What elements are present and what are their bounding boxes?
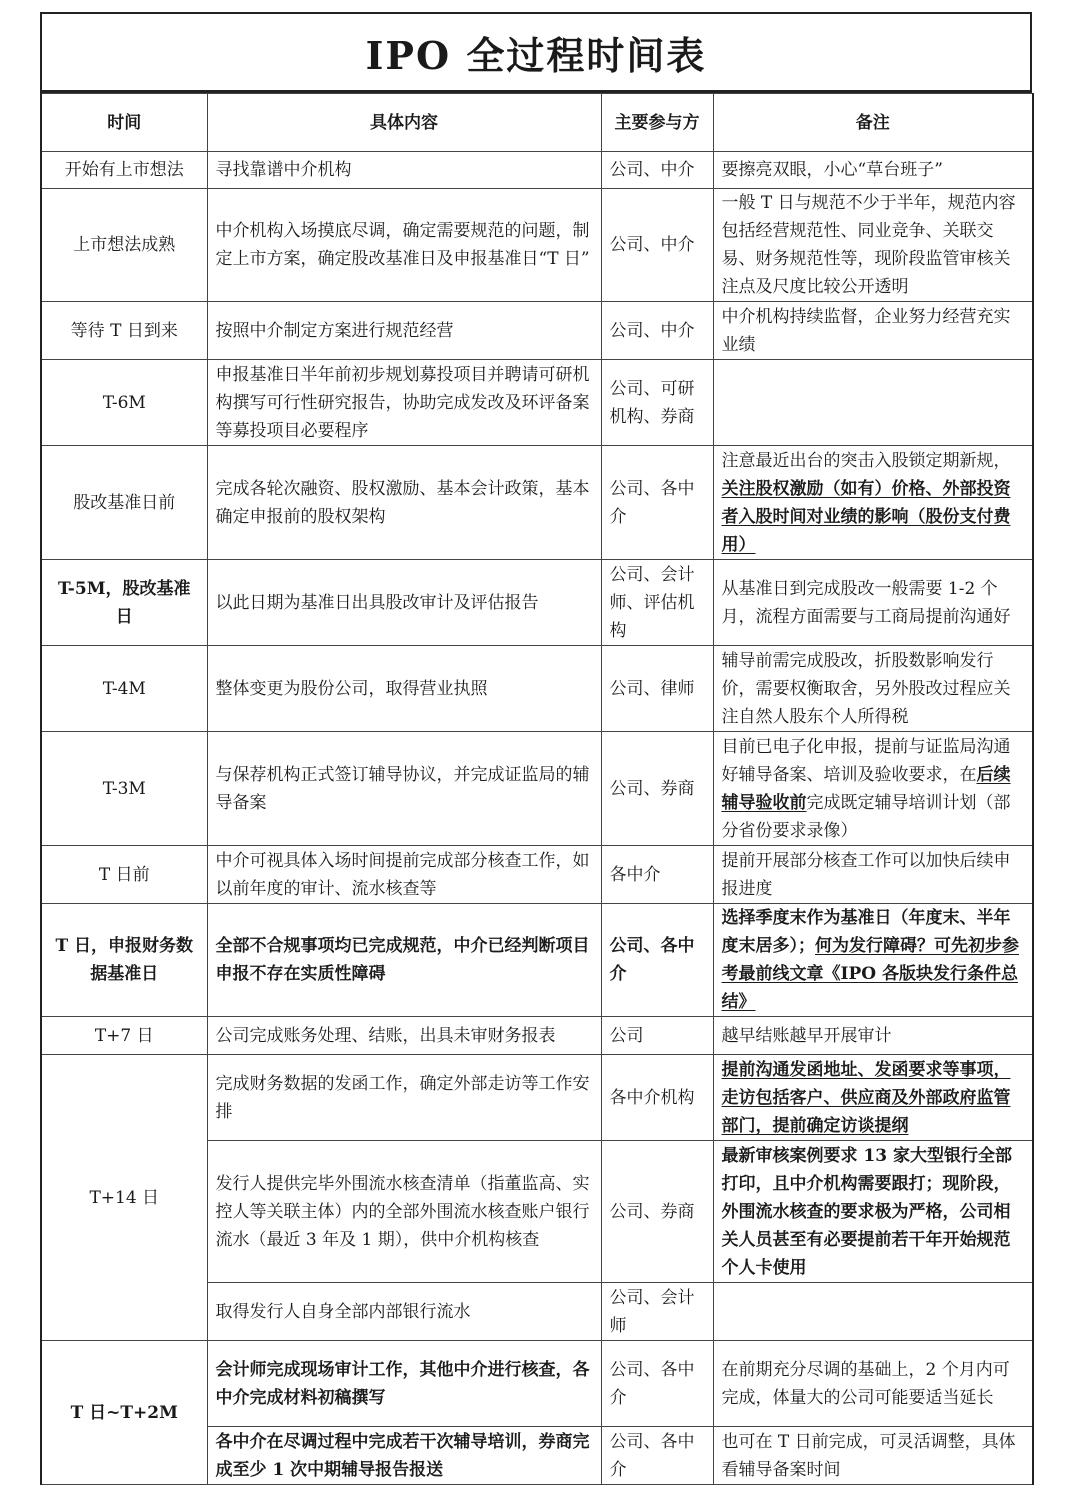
time-cell: T+7 日: [41, 1017, 207, 1055]
parties-cell: 公司: [601, 1017, 713, 1055]
notes-cell: 也可在 T 日前完成，可灵活调整，具体看辅导备案时间: [713, 1427, 1033, 1485]
parties-cell: 各中介: [601, 846, 713, 904]
notes-cell: 提前沟通发函地址、发函要求等事项，走访包括客户、供应商及外部政府监管部门，提前确定访谈提纲: [713, 1055, 1033, 1141]
time-cell: T+14 日: [41, 1055, 207, 1341]
content-cell: 全部不合规事项均已完成规范，中介已经判断项目申报不存在实质性障碍: [207, 904, 601, 1017]
document-sheet: [40, 12, 1032, 1485]
time-cell: T 日~T+2M: [41, 1341, 207, 1485]
table-row: [41, 360, 1033, 446]
notes-cell: 越早结账越早开展审计: [713, 1017, 1033, 1055]
time-cell: 开始有上市想法: [41, 152, 207, 189]
table-row: [41, 1055, 1033, 1141]
header-notes: 备注: [713, 94, 1033, 152]
parties-cell: 公司、券商: [601, 732, 713, 846]
time-cell: T-6M: [41, 360, 207, 446]
table-header-row: [41, 94, 1033, 152]
notes-cell: [713, 360, 1033, 446]
table-row: [41, 904, 1033, 1017]
content-cell: 发行人提供完毕外围流水核查清单（指董监高、实控人等关联主体）内的全部外围流水核查账户银行流水（最近 3 年及 1 期），供中介机构核查: [207, 1141, 601, 1283]
notes-cell: [713, 732, 1033, 846]
content-cell: 中介机构入场摸底尽调，确定需要规范的问题，制定上市方案，确定股改基准日及申报基准日“T 日”: [207, 189, 601, 302]
table-row: [41, 846, 1033, 904]
content-cell: 寻找靠谱中介机构: [207, 152, 601, 189]
content-cell: 以此日期为基准日出具股改审计及评估报告: [207, 560, 601, 646]
parties-cell: 公司、会计师: [601, 1283, 713, 1341]
notes-cell: 提前开展部分核查工作可以加快后续申报进度: [713, 846, 1033, 904]
content-cell: 完成各轮次融资、股权激励、基本会计政策，基本确定申报前的股权架构: [207, 446, 601, 560]
parties-cell: 公司、券商: [601, 1141, 713, 1283]
notes-emphasis: 何为发行障碍？可先初步参考最前线文章《IPO 各版块发行条件总结》: [721, 936, 1019, 1012]
parties-cell: 公司、中介: [601, 189, 713, 302]
content-cell: 完成财务数据的发函工作，确定外部走访等工作安排: [207, 1055, 601, 1141]
header-time: 时间: [41, 94, 207, 152]
notes-text: 选择季度末作为基准日（年度末、半年度末居多）；: [721, 908, 1011, 956]
content-cell: 申报基准日半年前初步规划募投项目并聘请可研机构撰写可行性研究报告，协助完成发改及环评备案等募投项目必要程序: [207, 360, 601, 446]
table-row: [41, 152, 1033, 189]
table-row: [41, 646, 1033, 732]
notes-text: 注意最近出台的突击入股锁定期新规，: [721, 450, 1011, 471]
content-cell: 取得发行人自身全部内部银行流水: [207, 1283, 601, 1341]
parties-cell: 公司、各中介: [601, 1427, 713, 1485]
notes-cell: 在前期充分尽调的基础上，2 个月内可完成，体量大的公司可能要适当延长: [713, 1341, 1033, 1427]
time-cell: T-4M: [41, 646, 207, 732]
notes-text: 完成既定辅导培训计划（部分省份要求录像）: [721, 792, 1011, 841]
notes-emphasis: 后续辅导验收前: [721, 764, 1011, 813]
content-cell: 各中介在尽调过程中完成若干次辅导培训，券商完成至少 1 次中期辅导报告报送: [207, 1427, 601, 1485]
content-cell: 公司完成账务处理、结账，出具未审财务报表: [207, 1017, 601, 1055]
notes-cell: 要擦亮双眼，小心“草台班子”: [713, 152, 1033, 189]
content-cell: 中介可视具体入场时间提前完成部分核查工作，如以前年度的审计、流水核查等: [207, 846, 601, 904]
time-cell: 上市想法成熟: [41, 189, 207, 302]
notes-cell: [713, 904, 1033, 1017]
table-row: [41, 560, 1033, 646]
parties-cell: 各中介机构: [601, 1055, 713, 1141]
content-cell: 会计师完成现场审计工作，其他中介进行核查，各中介完成材料初稿撰写: [207, 1341, 601, 1427]
time-cell: T-5M，股改基准日: [41, 560, 207, 646]
content-cell: 与保荐机构正式签订辅导协议，并完成证监局的辅导备案: [207, 732, 601, 846]
header-parties: 主要参与方: [601, 94, 713, 152]
content-cell: 按照中介制定方案进行规范经营: [207, 302, 601, 360]
notes-cell: 辅导前需完成股改，折股数影响发行价，需要权衡取舍，另外股改过程应关注自然人股东个人所得税: [713, 646, 1033, 732]
table-row: [41, 1017, 1033, 1055]
notes-cell: 从基准日到完成股改一般需要 1-2 个月，流程方面需要与工商局提前沟通好: [713, 560, 1033, 646]
table-row: [41, 189, 1033, 302]
notes-emphasis: 关注股权激励（如有）价格、外部投资者入股时间对业绩的影响（股份支付费用）: [721, 478, 1011, 555]
notes-cell: 一般 T 日与规范不少于半年，规范内容包括经营规范性、同业竞争、关联交易、财务规范性等，现阶段监管审核关注点及尺度比较公开透明: [713, 189, 1033, 302]
ipo-timeline-table: [40, 93, 1034, 1485]
header-content: 具体内容: [207, 94, 601, 152]
parties-cell: 公司、可研机构、券商: [601, 360, 713, 446]
parties-cell: 公司、律师: [601, 646, 713, 732]
table-row: [41, 302, 1033, 360]
notes-cell: [713, 446, 1033, 560]
time-cell: T 日，申报财务数据基准日: [41, 904, 207, 1017]
notes-cell: 最新审核案例要求 13 家大型银行全部打印，且中介机构需要跟打；现阶段，外围流水核查的要求极为严格，公司相关人员甚至有必要提前若干年开始规范个人卡使用: [713, 1141, 1033, 1283]
table-row: [41, 1341, 1033, 1427]
parties-cell: 公司、各中介: [601, 446, 713, 560]
notes-cell: 中介机构持续监督，企业努力经营充实业绩: [713, 302, 1033, 360]
time-cell: 等待 T 日到来: [41, 302, 207, 360]
time-cell: T 日前: [41, 846, 207, 904]
parties-cell: 公司、各中介: [601, 1341, 713, 1427]
notes-text: 目前已电子化申报，提前与证监局沟通好辅导备案、培训及验收要求，在: [721, 736, 1011, 785]
time-cell: 股改基准日前: [41, 446, 207, 560]
parties-cell: 公司、会计师、评估机构: [601, 560, 713, 646]
document-title: IPO 全过程时间表: [40, 12, 1032, 93]
notes-cell: [713, 1283, 1033, 1341]
parties-cell: 公司、中介: [601, 302, 713, 360]
parties-cell: 公司、中介: [601, 152, 713, 189]
parties-cell: 公司、各中介: [601, 904, 713, 1017]
table-row: [41, 446, 1033, 560]
table-row: [41, 732, 1033, 846]
time-cell: T-3M: [41, 732, 207, 846]
content-cell: 整体变更为股份公司，取得营业执照: [207, 646, 601, 732]
